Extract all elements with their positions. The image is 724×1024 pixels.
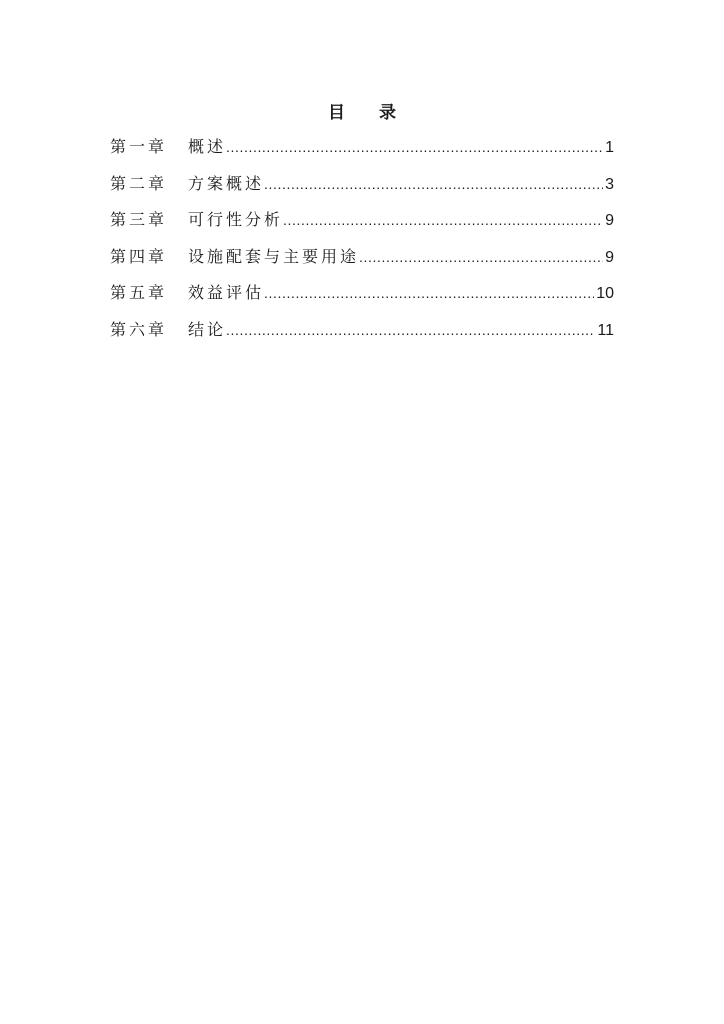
toc-entry-title: 可行性分析 bbox=[188, 210, 284, 229]
toc-page-number: 11 bbox=[597, 321, 614, 339]
toc-page-number: 10 bbox=[596, 285, 614, 302]
toc-dot-leader bbox=[264, 282, 594, 304]
toc-entry[interactable] bbox=[110, 319, 614, 356]
toc-chapter-label: 第二章 bbox=[110, 173, 168, 193]
toc-chapter-label: 第一章 bbox=[110, 137, 168, 156]
toc-page-number: 9 bbox=[605, 212, 614, 229]
toc-chapter-label: 第六章 bbox=[110, 319, 168, 339]
toc-entry[interactable] bbox=[110, 282, 614, 319]
toc-entry[interactable] bbox=[110, 136, 614, 173]
toc-entry[interactable] bbox=[110, 173, 614, 210]
toc-page-number: 3 bbox=[605, 175, 614, 193]
toc-dot-leader bbox=[226, 136, 603, 158]
toc-heading-char-1: 目 bbox=[328, 103, 345, 123]
toc-chapter-label: 第三章 bbox=[110, 210, 168, 229]
toc-entry-title: 效益评估 bbox=[188, 283, 265, 302]
toc-entry[interactable] bbox=[110, 246, 614, 283]
toc-dot-leader bbox=[226, 319, 595, 341]
toc-heading-char-2: 录 bbox=[379, 103, 396, 123]
toc-page-number: 9 bbox=[605, 248, 614, 266]
toc-chapter-label: 第五章 bbox=[110, 283, 168, 302]
toc-entry-title: 设施配套与主要用途 bbox=[188, 246, 360, 266]
toc-dot-leader bbox=[264, 173, 603, 195]
toc-dot-leader bbox=[359, 246, 603, 268]
toc-chapter-label: 第四章 bbox=[110, 246, 168, 266]
toc-page-number: 1 bbox=[605, 139, 614, 156]
toc-entry-title: 结论 bbox=[188, 319, 227, 339]
toc-entry[interactable] bbox=[110, 209, 614, 246]
toc-dot-leader bbox=[283, 209, 603, 231]
toc-entry-title: 方案概述 bbox=[188, 173, 265, 193]
toc-heading bbox=[0, 98, 724, 123]
toc-entry-title: 概述 bbox=[188, 137, 227, 156]
toc-list bbox=[110, 136, 614, 355]
